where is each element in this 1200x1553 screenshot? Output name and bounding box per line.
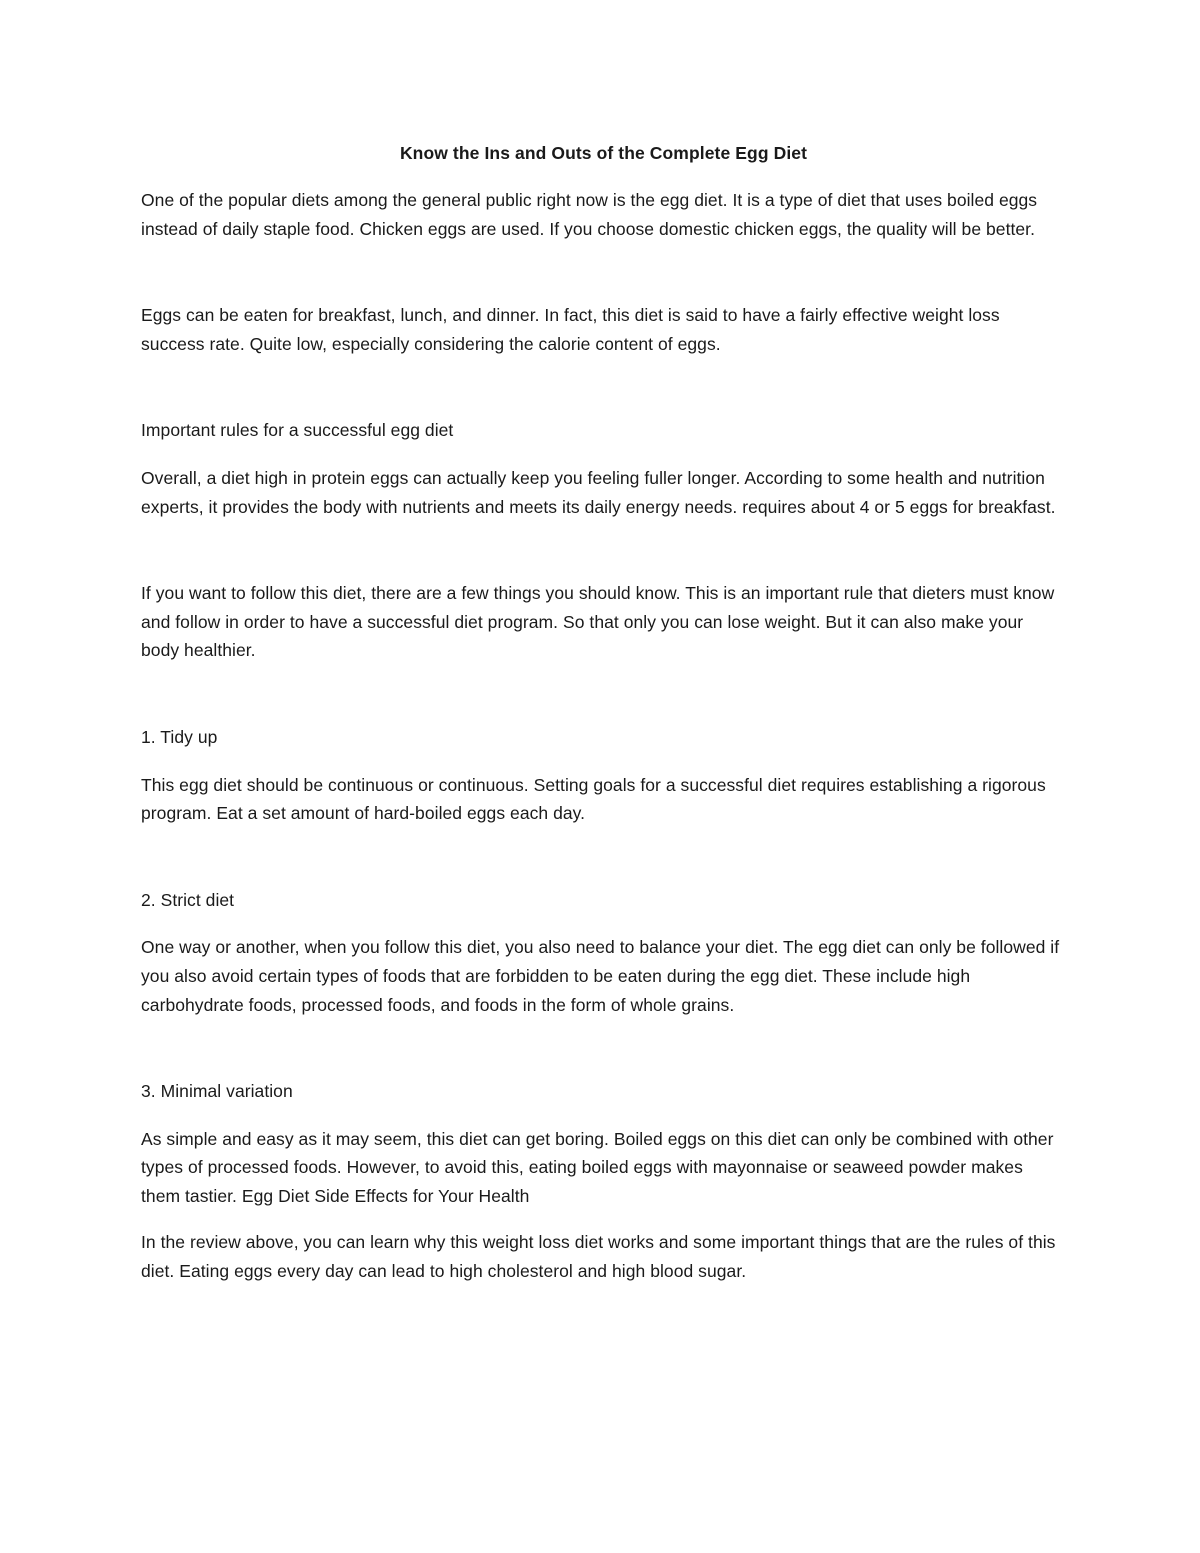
paragraph-review: In the review above, you can learn why this weight loss diet works and some important things that are the rules of this diet. Eating eggs every day can lead to high cholesterol and high blood sugar.	[141, 1232, 1056, 1282]
heading-minimal-variation: 3. Minimal variation	[141, 1081, 293, 1102]
paragraph-protein: Overall, a diet high in protein eggs can actually keep you feeling fuller longer. According to some health and nutrition experts, it provides the body with nutrients and meets its daily energy needs. requires about 4 or 5 eggs for breakfast.	[141, 467, 1056, 517]
paragraph-balance: One way or another, when you follow this diet, you also need to balance your diet. The egg diet can only be followed if you also avoid certain types of foods that are forbidden to be eaten during the egg diet. These include high carbohydrate foods, processed foods, and foods in the form of whole grains.	[141, 937, 1060, 1015]
document-title: Know the Ins and Outs of the Complete Egg Diet	[399, 143, 808, 163]
paragraph-follow-diet: If you want to follow this diet, there are a few things you should know. This is an important rule that dieters must know and follow in order to have a successful diet program. So that only you can lose weight. But it can also make your body healthier.	[141, 583, 1055, 661]
paragraph-meals: Eggs can be eaten for breakfast, lunch, and dinner. In fact, this diet is said to have a fairly effective weight loss success rate. Quite low, especially considering the calorie content of eggs.	[141, 305, 1000, 354]
heading-important-rules: Important rules for a successful egg diet	[141, 420, 454, 441]
heading-tidy-up: 1. Tidy up	[141, 726, 218, 747]
document-body	[141, 139, 1066, 1286]
paragraph-continuous: This egg diet should be continuous or continuous. Setting goals for a successful diet requires establishing a rigorous program. Eat a set amount of hard-boiled eggs each day.	[141, 774, 1046, 824]
paragraph-boring: As simple and easy as it may seem, this diet can get boring. Boiled eggs on this diet can only be combined with other types of processed foods. However, to avoid this, eating boiled eggs with mayonnaise or seaweed powder makes them tastier. Egg Diet Side Effects for Your Health	[141, 1128, 1054, 1206]
heading-strict-diet: 2. Strict diet	[141, 889, 235, 910]
paragraph-intro: One of the popular diets among the general public right now is the egg diet. It is a type of diet that uses boiled eggs instead of daily staple food. Chicken eggs are used. If you choose domestic chicken eggs, the quality will be better.	[141, 190, 1038, 239]
